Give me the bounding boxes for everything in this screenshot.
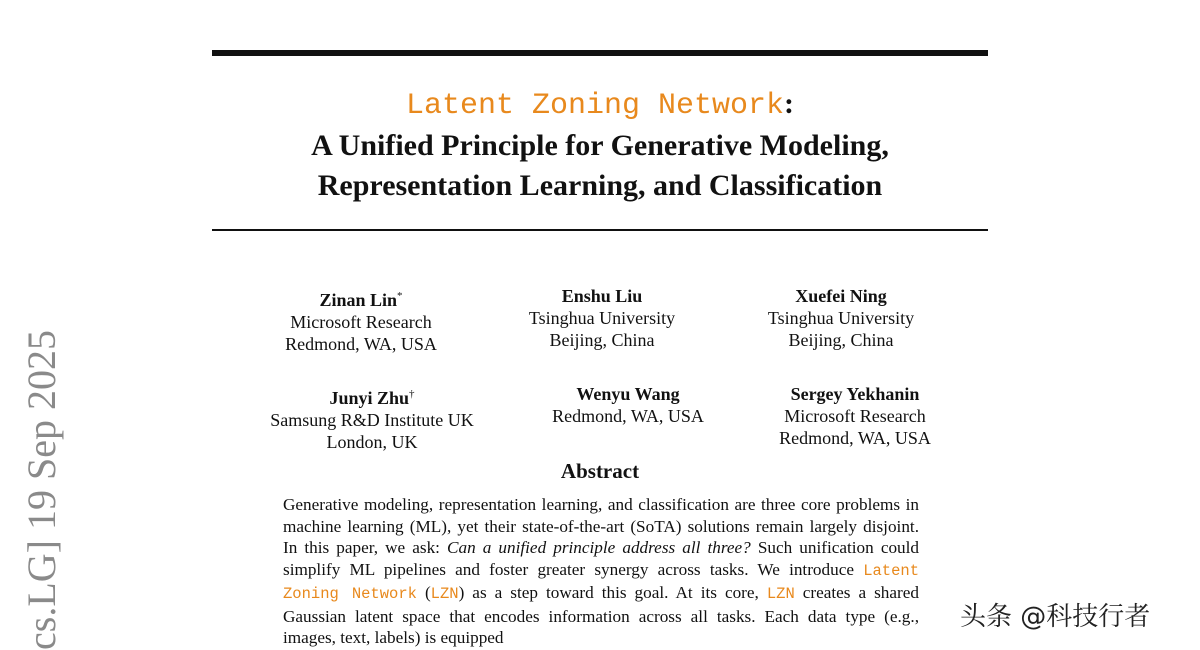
abstract-body <box>283 494 919 649</box>
abstract-text-4: ) as a step toward this goal. At its core, <box>458 583 767 602</box>
author-block <box>725 383 985 449</box>
abstract-text-1: Generative modeling, representation learning, and classification are three core problems in machine learning (ML), yet their state-of-the-art (SoTA) solutions remain largely disjoint. In this paper, we ask: <box>283 495 919 557</box>
author-name: Wenyu Wang <box>576 384 680 404</box>
bottom-rule <box>212 229 988 231</box>
lzn-abbrev: LZN <box>430 585 459 603</box>
abstract-text-3: ( <box>416 583 431 602</box>
abstract-question: Can a unified principle address all three? <box>447 538 751 557</box>
author-mark: † <box>409 388 415 400</box>
author-location: Redmond, WA, USA <box>779 428 931 448</box>
top-rule <box>212 50 988 56</box>
author-block <box>242 383 502 453</box>
author-affiliation: Microsoft Research <box>784 406 926 426</box>
author-block <box>472 285 732 351</box>
title-line-1 <box>212 84 988 126</box>
arxiv-side-stamp: cs.LG] 19 Sep 2025 <box>19 330 64 650</box>
author-affiliation: Tsinghua University <box>528 308 676 328</box>
author-block <box>711 285 971 351</box>
lzn-abbrev: LZN <box>766 585 795 603</box>
title-line-2: A Unified Principle for Generative Modeling, <box>311 129 889 162</box>
author-affiliation: Microsoft Research <box>290 312 432 332</box>
author-name: Xuefei Ning <box>795 286 887 306</box>
author-block <box>498 383 758 427</box>
author-name: Junyi Zhu <box>329 388 410 408</box>
author-affiliation: Redmond, WA, USA <box>552 406 704 426</box>
lzn-full-name: Latent Zoning Network <box>283 561 919 603</box>
author-block <box>231 285 491 355</box>
author-location: Redmond, WA, USA <box>285 334 437 354</box>
title-model-name: Latent Zoning Network <box>405 89 785 123</box>
abstract-text-5: creates a shared Gaussian latent space that encodes information across all tasks. Each data type (e.g., images, text, labels) is equipped <box>283 583 919 647</box>
author-mark: * <box>397 290 403 302</box>
watermark: 头条 @科技行者 <box>960 602 1151 632</box>
abstract-text-2: Such unification could simplify ML pipelines and foster greater synergy across tasks. We introduce <box>283 538 920 579</box>
abstract-heading: Abstract <box>560 459 640 483</box>
title-colon: : <box>784 87 795 120</box>
author-name: Sergey Yekhanin <box>790 384 920 404</box>
author-location: Beijing, China <box>549 330 655 350</box>
title-line-3: Representation Learning, and Classification <box>317 169 883 202</box>
author-affiliation: Samsung R&D Institute UK <box>270 410 474 430</box>
author-name: Zinan Lin <box>319 290 398 310</box>
paper-title <box>212 84 988 206</box>
author-location: Beijing, China <box>788 330 894 350</box>
author-affiliation: Tsinghua University <box>767 308 915 328</box>
author-location: London, UK <box>326 432 418 452</box>
author-name: Enshu Liu <box>561 286 643 306</box>
